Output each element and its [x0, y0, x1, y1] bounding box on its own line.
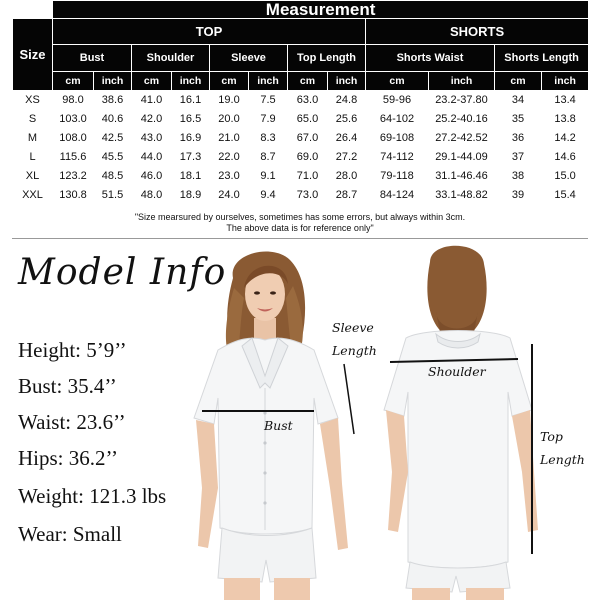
- measurement-cell: 25.6: [328, 110, 366, 129]
- measurement-cell: 84-124: [366, 186, 429, 205]
- footnote-line: "Size mearsured by ourselves, sometimes has some errors, but always within 3cm.: [134, 212, 466, 222]
- measurement-cell: 45.5: [94, 148, 132, 167]
- top-length-label-line2: Length: [540, 452, 585, 467]
- measurement-cell: 29.1-44.09: [429, 148, 495, 167]
- measurement-cell: 51.5: [94, 186, 132, 205]
- measurement-cell: 46.0: [132, 167, 172, 186]
- unit-header: cm: [495, 72, 542, 91]
- measurement-cell: 18.9: [172, 186, 210, 205]
- measurement-cell: 44.0: [132, 148, 172, 167]
- measurement-cell: 33.1-48.82: [429, 186, 495, 205]
- measurement-cell: 23.0: [210, 167, 249, 186]
- size-cell: XXL: [13, 186, 53, 205]
- model-weight: Weight: 121.3 lbs: [18, 484, 167, 508]
- measurement-cell: 25.2-40.16: [429, 110, 495, 129]
- measurement-cell: 31.1-46.46: [429, 167, 495, 186]
- measurement-cell: 13.8: [542, 110, 589, 129]
- model-height: Height: 5’9’’: [18, 338, 127, 362]
- measurement-cell: 15.0: [542, 167, 589, 186]
- measurement-cell: 14.2: [542, 129, 589, 148]
- measurement-cell: 28.7: [328, 186, 366, 205]
- measurement-cell: 67.0: [288, 129, 328, 148]
- measurement-cell: 38: [495, 167, 542, 186]
- measurement-cell: 48.0: [132, 186, 172, 205]
- table-row: [13, 148, 589, 167]
- table-row: [13, 110, 589, 129]
- measurement-cell: 20.0: [210, 110, 249, 129]
- measurement-cell: 17.3: [172, 148, 210, 167]
- measurement-cell: 38.6: [94, 91, 132, 110]
- measurement-cell: 23.2-37.80: [429, 91, 495, 110]
- measure-header-top-length: Top Length: [288, 45, 366, 72]
- measurement-cell: 35: [495, 110, 542, 129]
- measurement-cell: 40.6: [94, 110, 132, 129]
- model-hips: Hips: 36.2’’: [18, 446, 118, 470]
- back-model-photo: [372, 242, 542, 600]
- model-bust: Bust: 35.4’’: [18, 374, 117, 398]
- table-row: [13, 129, 589, 148]
- measurement-cell: 8.7: [249, 148, 288, 167]
- model-waist: Waist: 23.6’’: [18, 410, 126, 434]
- model-info-title: Model Info: [18, 252, 227, 293]
- measurement-cell: 7.5: [249, 91, 288, 110]
- sleeve-length-label-line1: Sleeve: [332, 320, 374, 335]
- table-row: [13, 186, 589, 205]
- measurement-cell: 48.5: [94, 167, 132, 186]
- measurement-cell: 16.5: [172, 110, 210, 129]
- table-title: Measurement: [53, 1, 589, 19]
- measurement-cell: 42.5: [94, 129, 132, 148]
- unit-header: cm: [288, 72, 328, 91]
- measurement-cell: 71.0: [288, 167, 328, 186]
- measurement-cell: 130.8: [53, 186, 94, 205]
- top-group-header: TOP: [53, 19, 366, 45]
- measurement-cell: 16.9: [172, 129, 210, 148]
- measurement-cell: 63.0: [288, 91, 328, 110]
- measurement-cell: 69-108: [366, 129, 429, 148]
- measurement-cell: 103.0: [53, 110, 94, 129]
- measurement-cell: 27.2: [328, 148, 366, 167]
- measurement-cell: 26.4: [328, 129, 366, 148]
- size-cell: XS: [13, 91, 53, 110]
- measure-header-sleeve: Sleeve: [210, 45, 288, 72]
- unit-header: cm: [366, 72, 429, 91]
- measurement-cell: 13.4: [542, 91, 589, 110]
- top-length-label-line1: Top: [540, 429, 563, 444]
- bust-label: Bust: [264, 418, 293, 433]
- measurement-cell: 14.6: [542, 148, 589, 167]
- measurement-cell: 22.0: [210, 148, 249, 167]
- measurement-cell: 15.4: [542, 186, 589, 205]
- measurement-cell: 24.0: [210, 186, 249, 205]
- measurement-cell: 18.1: [172, 167, 210, 186]
- measurement-cell: 27.2-42.52: [429, 129, 495, 148]
- measurement-cell: 39: [495, 186, 542, 205]
- model-wear-size: Wear: Small: [18, 522, 122, 546]
- section-divider: [12, 238, 588, 239]
- measurement-cell: 79-118: [366, 167, 429, 186]
- measurement-cell: 69.0: [288, 148, 328, 167]
- measurement-cell: 123.2: [53, 167, 94, 186]
- sleeve-length-label-line2: Length: [332, 343, 377, 358]
- measurement-cell: 43.0: [132, 129, 172, 148]
- shoulder-label: Shoulder: [428, 364, 486, 379]
- size-column-header: Size: [13, 19, 53, 91]
- size-chart-table: [12, 0, 589, 205]
- measurement-cell: 21.0: [210, 129, 249, 148]
- unit-header: inch: [249, 72, 288, 91]
- measure-header-bust: Bust: [53, 45, 132, 72]
- measurement-cell: 7.9: [249, 110, 288, 129]
- table-row: [13, 91, 589, 110]
- measurement-cell: 41.0: [132, 91, 172, 110]
- unit-header: inch: [542, 72, 589, 91]
- unit-header: inch: [94, 72, 132, 91]
- unit-header: cm: [210, 72, 249, 91]
- table-group-row: [13, 19, 589, 45]
- size-cell: S: [13, 110, 53, 129]
- measurement-cell: 74-112: [366, 148, 429, 167]
- size-cell: L: [13, 148, 53, 167]
- measurement-cell: 108.0: [53, 129, 94, 148]
- measure-header-shorts-waist: Shorts Waist: [366, 45, 495, 72]
- measurement-cell: 36: [495, 129, 542, 148]
- size-cell: M: [13, 129, 53, 148]
- measurement-cell: 9.1: [249, 167, 288, 186]
- footnote-line: The above data is for reference only": [226, 223, 374, 233]
- measure-header-shorts-length: Shorts Length: [495, 45, 589, 72]
- measurement-cell: 37: [495, 148, 542, 167]
- measurement-cell: 19.0: [210, 91, 249, 110]
- measurement-cell: 24.8: [328, 91, 366, 110]
- measurement-cell: 28.0: [328, 167, 366, 186]
- table-title-row: [13, 1, 589, 19]
- measurement-cell: 65.0: [288, 110, 328, 129]
- table-row: [13, 167, 589, 186]
- measurement-cell: 98.0: [53, 91, 94, 110]
- unit-header: inch: [328, 72, 366, 91]
- measurement-cell: 34: [495, 91, 542, 110]
- table-unit-row: [13, 72, 589, 91]
- measure-header-shoulder: Shoulder: [132, 45, 210, 72]
- unit-header: inch: [429, 72, 495, 91]
- measurement-cell: 73.0: [288, 186, 328, 205]
- table-measure-row: [13, 45, 589, 72]
- table-footnote: [0, 212, 600, 234]
- unit-header: inch: [172, 72, 210, 91]
- measurement-cell: 8.3: [249, 129, 288, 148]
- measurement-cell: 59-96: [366, 91, 429, 110]
- measurement-cell: 16.1: [172, 91, 210, 110]
- shorts-group-header: SHORTS: [366, 19, 589, 45]
- measurement-cell: 42.0: [132, 110, 172, 129]
- measurement-cell: 9.4: [249, 186, 288, 205]
- measurement-cell: 64-102: [366, 110, 429, 129]
- unit-header: cm: [53, 72, 94, 91]
- size-cell: XL: [13, 167, 53, 186]
- unit-header: cm: [132, 72, 172, 91]
- measurement-cell: 115.6: [53, 148, 94, 167]
